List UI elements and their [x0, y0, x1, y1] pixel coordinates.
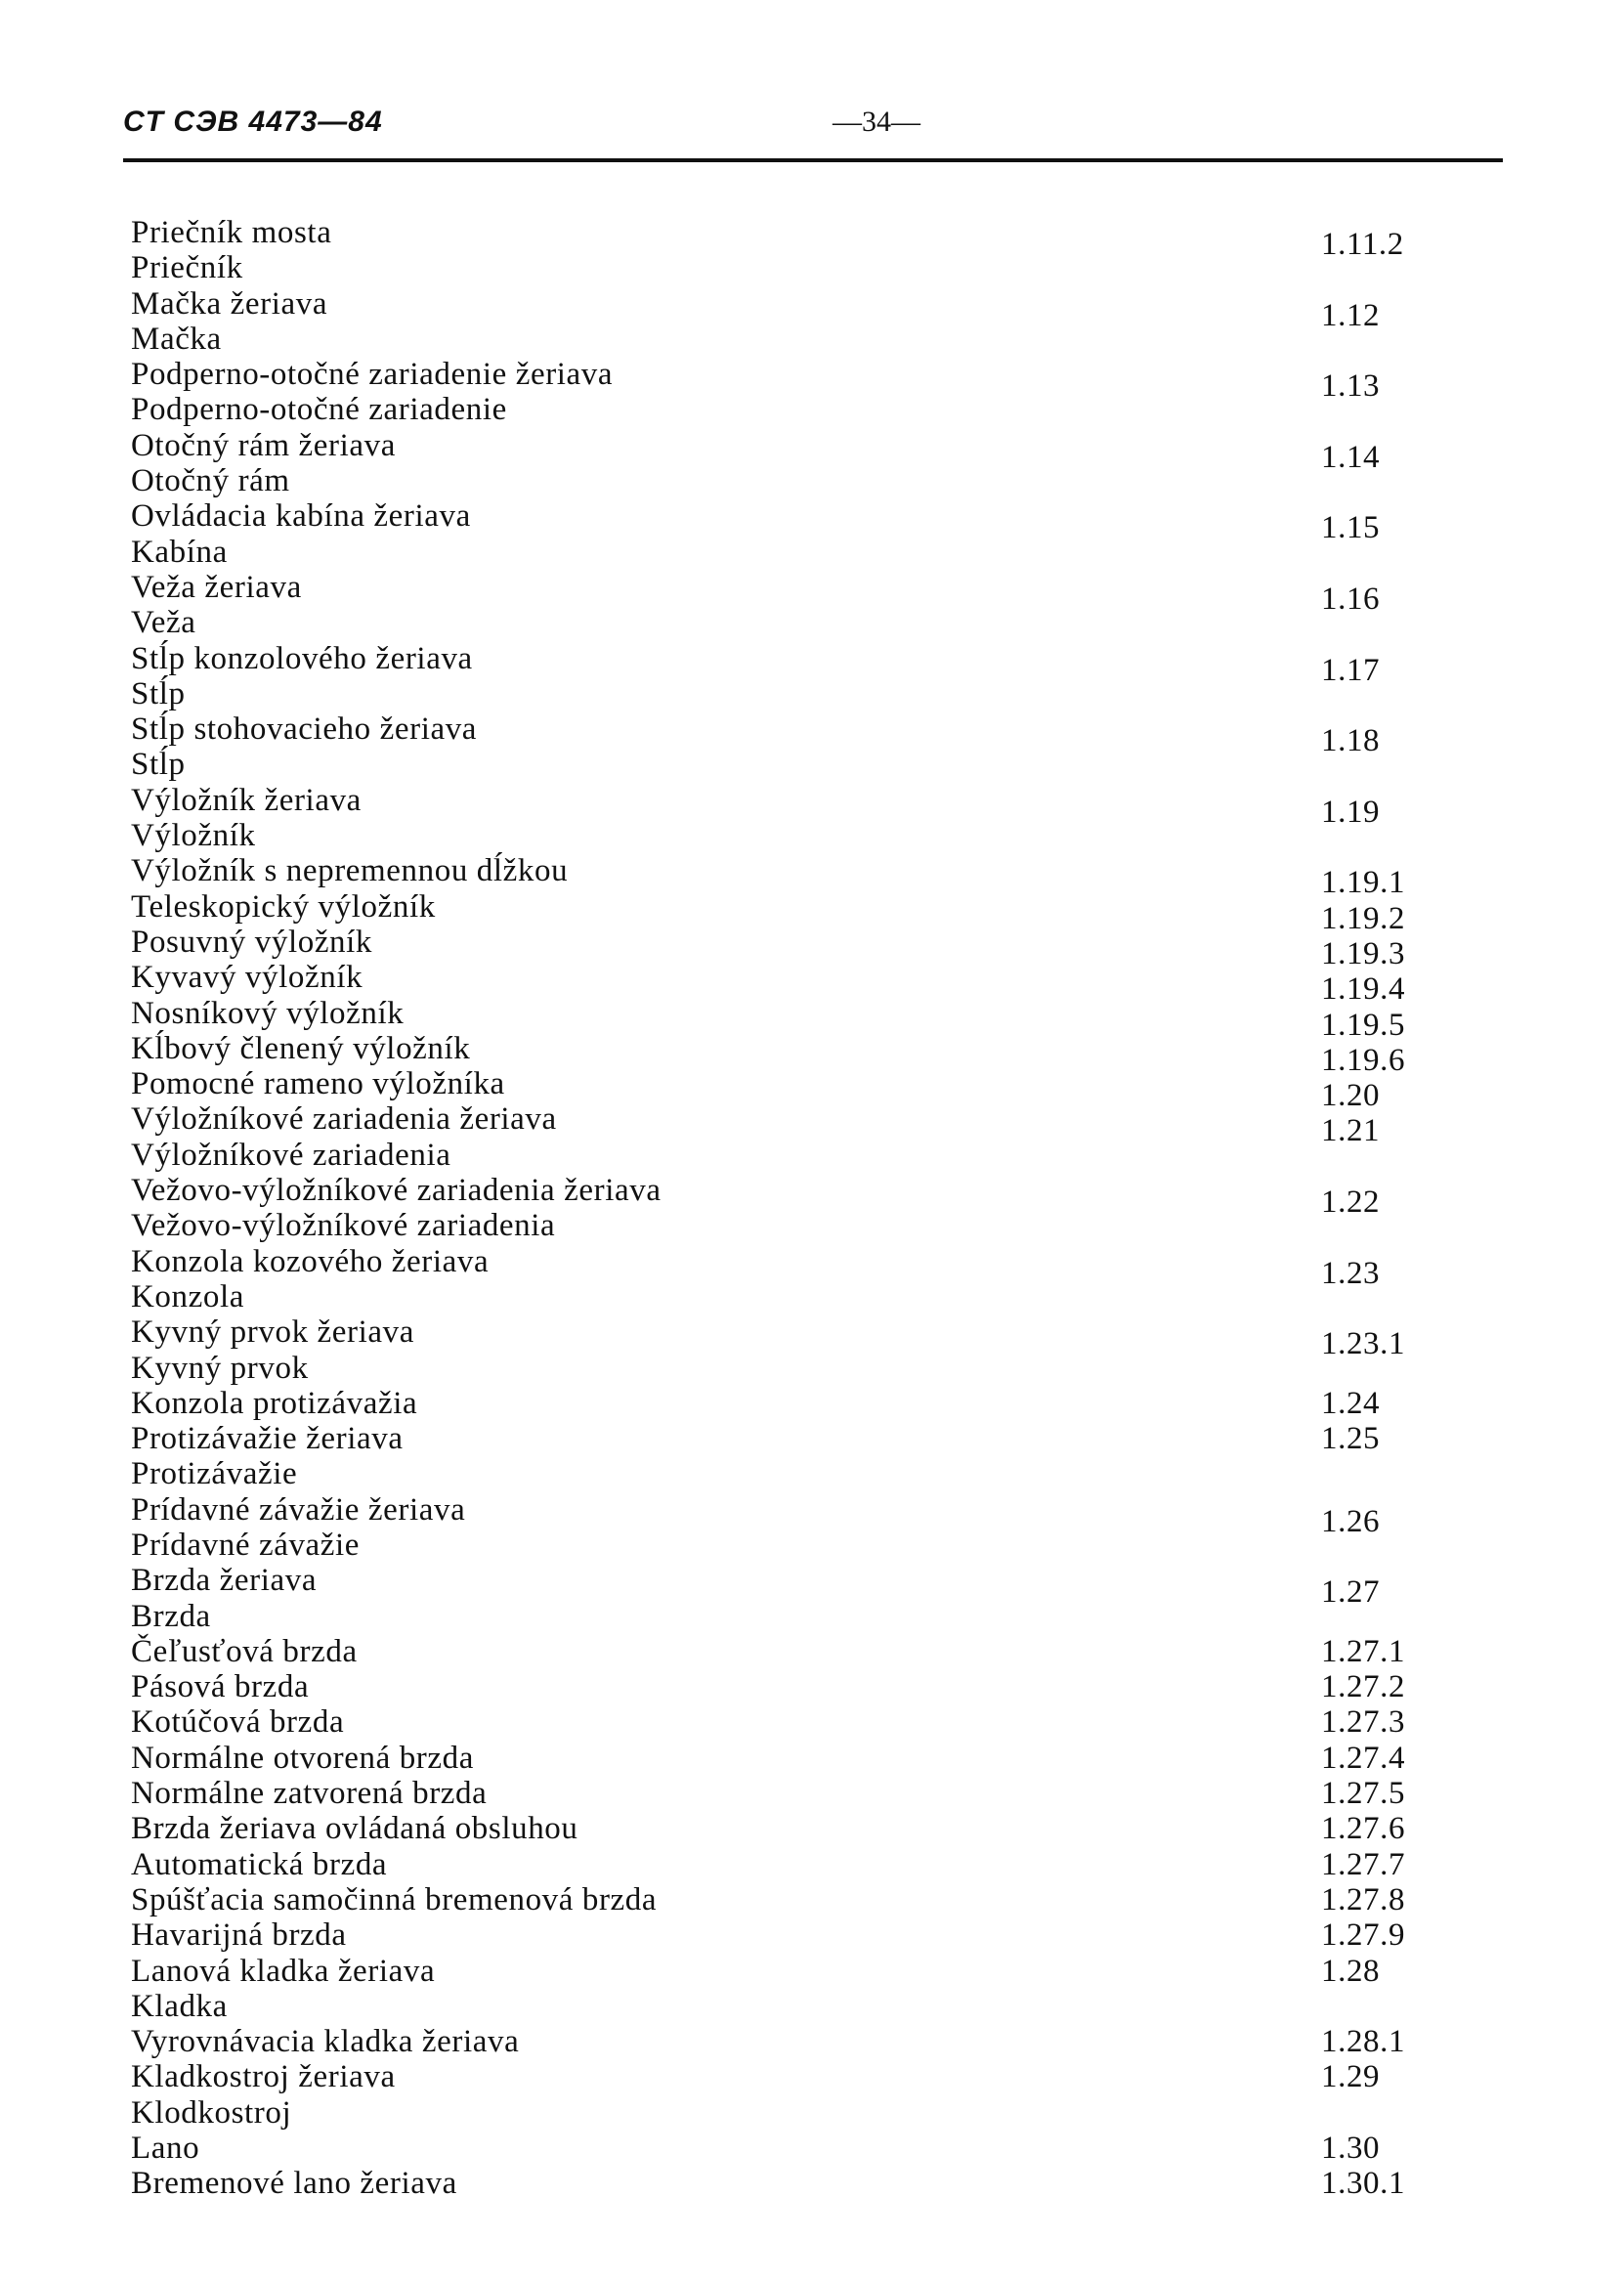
term-text: Vežovo-výložníkové zariadenia [131, 1208, 556, 1244]
term-number: 1.19.5 [1321, 1007, 1406, 1043]
term-row [131, 2166, 1431, 2201]
term-row [131, 1386, 1431, 1421]
term-number: 1.30 [1321, 2131, 1381, 2167]
term-text: Priečník mosta [131, 215, 332, 250]
term-row [131, 640, 1431, 688]
term-row [131, 605, 1431, 640]
term-number: 1.27.6 [1321, 1811, 1406, 1847]
term-text: Bremenové lano žeriava [131, 2166, 457, 2202]
term-text: Ovládacia kabína žeriava [131, 498, 471, 535]
term-number: 1.12 [1321, 297, 1381, 333]
term-text: Výložník žeriava [131, 782, 362, 818]
term-number: 1.23.1 [1321, 1326, 1406, 1362]
term-text: Stĺp [131, 747, 186, 783]
term-text: Kladka [131, 1988, 228, 2024]
term-row [131, 1243, 1431, 1291]
term-text: Konzola protizávažia [131, 1385, 418, 1421]
term-row [131, 747, 1431, 782]
term-text: Lano [131, 2131, 200, 2167]
term-text: Veža žeriava [131, 569, 302, 605]
term-text: Havarijná brzda [131, 1917, 347, 1954]
term-row [131, 427, 1431, 475]
term-number: 1.27.7 [1321, 1846, 1406, 1882]
term-text: Priečník [131, 250, 243, 286]
term-number: 1.27.2 [1321, 1669, 1406, 1705]
term-text: Otočný rám [131, 463, 290, 499]
term-text: Čeľusťová brzda [131, 1633, 358, 1669]
term-row [131, 1351, 1431, 1386]
term-row [131, 960, 1431, 1008]
term-row [131, 853, 1431, 901]
term-text: Stĺp stohovacieho žeriava [131, 711, 478, 748]
term-row [131, 1634, 1431, 1669]
term-number: 1.27 [1321, 1574, 1381, 1611]
term-number: 1.19.1 [1321, 865, 1406, 901]
term-text: Brzda [131, 1598, 211, 1634]
term-row [131, 1599, 1431, 1634]
term-text: Výložník s nepremennou dĺžkou [131, 853, 569, 889]
term-row [131, 676, 1431, 711]
term-text: Otočný rám žeriava [131, 427, 396, 463]
term-text: Brzda žeriava [131, 1563, 318, 1599]
term-text: Výložníkové zariadenia žeriava [131, 1101, 557, 1138]
term-number: 1.11.2 [1321, 227, 1404, 262]
term-list [131, 215, 1431, 2202]
term-text: Pomocné rameno výložníka [131, 1066, 505, 1102]
header-rule [123, 158, 1503, 162]
term-number: 1.27.3 [1321, 1704, 1406, 1741]
term-text: Kyvný prvok [131, 1350, 309, 1386]
term-number: 1.19.6 [1321, 1042, 1406, 1078]
term-row [131, 392, 1431, 427]
term-row [131, 1563, 1431, 1611]
term-number: 1.28.1 [1321, 2024, 1406, 2060]
term-row [131, 215, 1431, 262]
term-row [131, 1279, 1431, 1314]
term-text: Teleskopický výložník [131, 888, 436, 925]
term-row [131, 2024, 1431, 2059]
term-number: 1.15 [1321, 510, 1381, 546]
term-text: Normálne zatvorená brzda [131, 1776, 488, 1812]
term-text: Výložník [131, 818, 256, 854]
term-text: Výložníkové zariadenia [131, 1137, 451, 1173]
term-number: 1.28 [1321, 1953, 1381, 1989]
term-text: Protizávažie [131, 1456, 298, 1492]
term-text: Mačka [131, 321, 222, 357]
term-text: Lanová kladka žeriava [131, 1953, 436, 1989]
page-header [123, 106, 1503, 145]
term-number: 1.19.4 [1321, 971, 1406, 1008]
term-text: Mačka žeriava [131, 285, 328, 322]
term-row [131, 1776, 1431, 1811]
term-text: Kyvavý výložník [131, 960, 363, 996]
term-row [131, 1066, 1431, 1114]
term-text: Kyvný prvok žeriava [131, 1314, 414, 1351]
term-number: 1.27.9 [1321, 1917, 1406, 1954]
term-text: Veža [131, 605, 196, 641]
term-text: Konzola kozového žeriava [131, 1243, 490, 1279]
term-text: Podperno-otočné zariadenie žeriava [131, 357, 614, 393]
term-text: Vežovo-výložníkové zariadenia žeriava [131, 1173, 662, 1209]
term-number: 1.25 [1321, 1421, 1381, 1457]
term-number: 1.27.4 [1321, 1740, 1406, 1776]
term-number: 1.27.1 [1321, 1633, 1406, 1669]
term-text: Spúšťacia samočinná bremenová brzda [131, 1881, 658, 1917]
term-number: 1.24 [1321, 1385, 1381, 1421]
term-row [131, 1847, 1431, 1882]
term-row [131, 535, 1431, 570]
term-row [131, 1421, 1431, 1456]
term-text: Kĺbový členený výložník [131, 1030, 471, 1066]
term-text: Konzola [131, 1278, 244, 1314]
term-row [131, 1138, 1431, 1173]
term-row [131, 322, 1431, 357]
term-row [131, 2059, 1431, 2094]
term-row [131, 1101, 1431, 1149]
term-row [131, 569, 1431, 617]
term-row [131, 2095, 1431, 2131]
term-row [131, 888, 1431, 936]
term-row [131, 1704, 1431, 1740]
term-text: Klodkostroj [131, 2094, 292, 2131]
term-row [131, 711, 1431, 759]
term-row [131, 1491, 1431, 1539]
term-number: 1.22 [1321, 1185, 1381, 1221]
term-row [131, 463, 1431, 498]
term-row [131, 1314, 1431, 1362]
term-row [131, 782, 1431, 830]
term-text: Stĺp konzolového žeriava [131, 640, 473, 676]
term-row [131, 498, 1431, 546]
term-row [131, 250, 1431, 285]
term-row [131, 2131, 1431, 2166]
term-row [131, 285, 1431, 333]
term-row [131, 357, 1431, 405]
term-row [131, 1741, 1431, 1776]
term-number: 1.30.1 [1321, 2166, 1406, 2202]
term-number: 1.29 [1321, 2059, 1381, 2095]
term-row [131, 818, 1431, 853]
term-number: 1.27.8 [1321, 1881, 1406, 1917]
term-row [131, 1811, 1431, 1846]
term-row [131, 1954, 1431, 1989]
term-number: 1.20 [1321, 1078, 1381, 1114]
term-text: Prídavné závažie žeriava [131, 1491, 466, 1528]
term-number: 1.17 [1321, 652, 1381, 688]
term-row [131, 1989, 1431, 2024]
term-row [131, 1917, 1431, 1953]
term-row [131, 1456, 1431, 1491]
term-text: Posuvný výložník [131, 924, 373, 960]
term-text: Brzda žeriava ovládaná obsluhou [131, 1811, 578, 1847]
term-row [131, 1208, 1431, 1243]
term-number: 1.13 [1321, 368, 1381, 405]
term-row [131, 1669, 1431, 1704]
term-number: 1.19.2 [1321, 900, 1406, 936]
term-number: 1.19.3 [1321, 935, 1406, 971]
term-number: 1.23 [1321, 1255, 1381, 1291]
term-text: Kotúčová brzda [131, 1704, 345, 1741]
term-text: Vyrovnávacia kladka žeriava [131, 2024, 520, 2060]
term-text: Stĺp [131, 675, 186, 711]
term-text: Protizávažie žeriava [131, 1421, 404, 1457]
term-text: Nosníkový výložník [131, 995, 405, 1031]
term-text: Kabína [131, 534, 228, 570]
term-row [131, 1030, 1431, 1078]
term-text: Normálne otvorená brzda [131, 1740, 474, 1776]
term-row [131, 1528, 1431, 1563]
term-text: Pásová brzda [131, 1669, 310, 1705]
term-number: 1.26 [1321, 1503, 1381, 1539]
term-number: 1.27.5 [1321, 1776, 1406, 1812]
term-text: Kladkostroj žeriava [131, 2059, 396, 2095]
term-text: Prídavné závažie [131, 1527, 361, 1563]
term-number: 1.14 [1321, 439, 1381, 475]
term-number: 1.18 [1321, 723, 1381, 759]
term-number: 1.21 [1321, 1113, 1381, 1149]
page-number: —34— [833, 106, 920, 138]
term-number: 1.16 [1321, 581, 1381, 617]
term-row [131, 1882, 1431, 1917]
term-text: Podperno-otočné zariadenie [131, 392, 507, 428]
term-row [131, 1173, 1431, 1221]
term-number: 1.19 [1321, 794, 1381, 830]
document-code: CT CЭB 4473—84 [123, 106, 383, 138]
term-row [131, 995, 1431, 1043]
term-row [131, 924, 1431, 971]
term-text: Automatická brzda [131, 1846, 388, 1882]
